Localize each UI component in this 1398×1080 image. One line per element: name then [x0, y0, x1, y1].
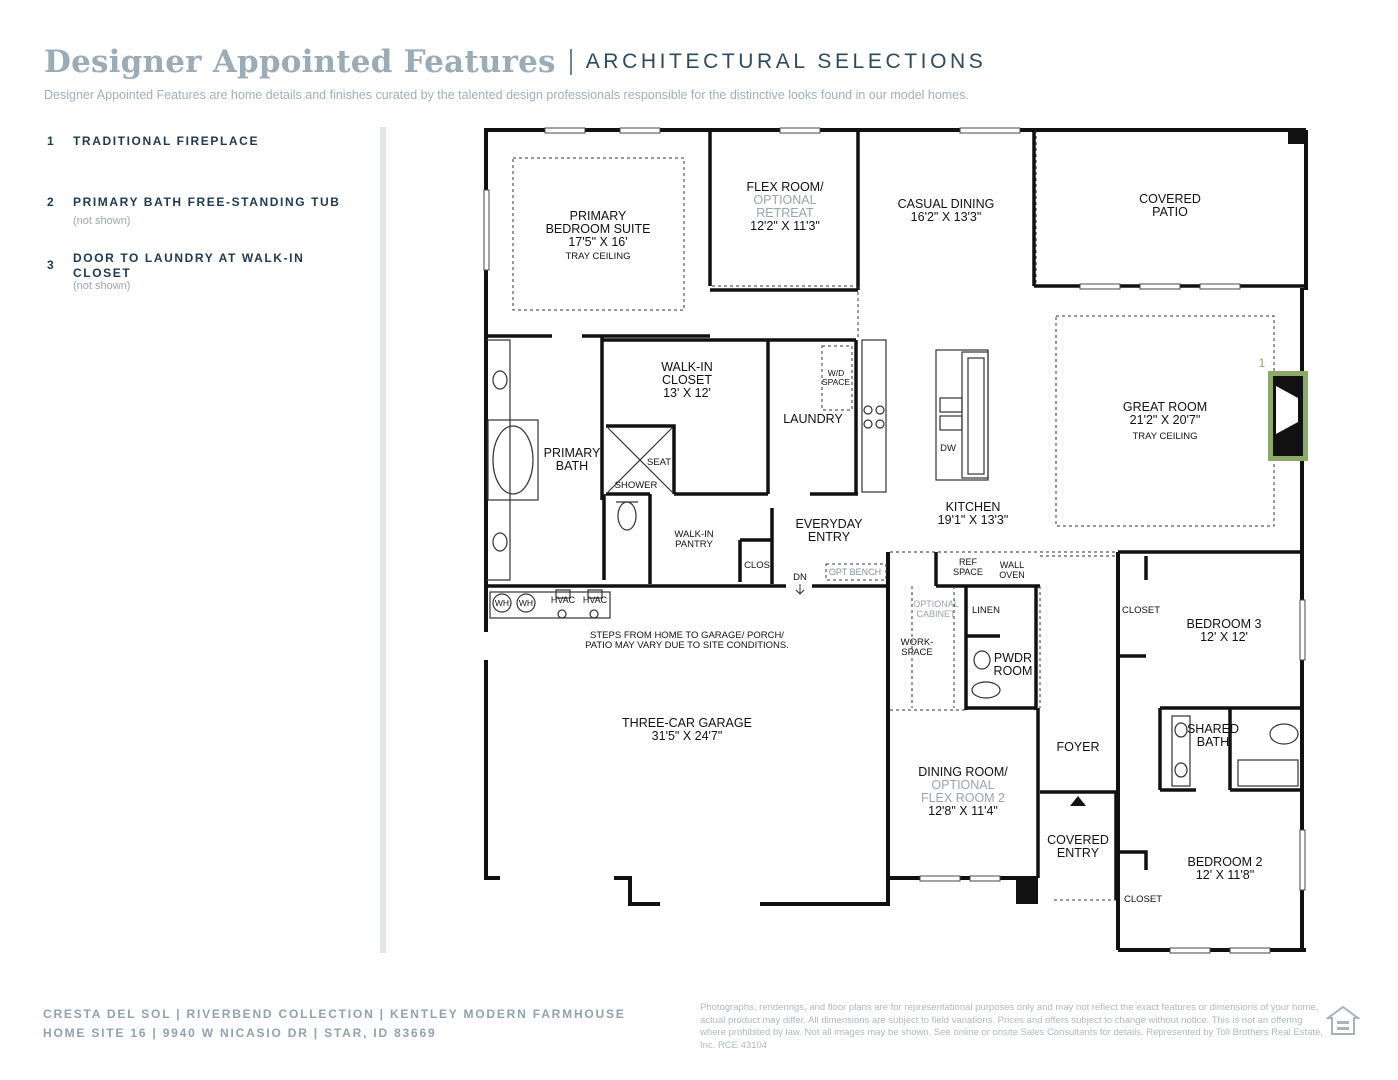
bedroom3-label: BEDROOM 3 — [1186, 617, 1262, 631]
walkin-closet-label: WALK-IN — [661, 360, 713, 374]
covered-patio-label: COVERED — [1139, 192, 1201, 206]
pantry-label: PANTRY — [675, 539, 713, 550]
everyday-entry-label: EVERYDAY — [795, 517, 863, 531]
bedroom2-label: BEDROOM 2 — [1187, 855, 1263, 869]
walkin-closet-dims: 13' X 12' — [663, 386, 711, 400]
covered-entry-label: COVERED — [1047, 833, 1109, 847]
feature-number: 3 — [47, 258, 54, 272]
dishwasher-label: DW — [940, 443, 956, 454]
page-header — [44, 44, 986, 80]
intro-text: Designer Appointed Features are home details and finishes curated by the talented design professionals responsible for the distinctive looks found in our model homes. — [44, 88, 969, 102]
corner-post — [1288, 128, 1306, 144]
equal-housing-icon — [1326, 1004, 1360, 1040]
dn-label: DN — [793, 572, 807, 583]
ref-space-label: REF — [959, 557, 977, 567]
steps-note: PATIO MAY VARY DUE TO SITE CONDITIONS. — [585, 640, 789, 651]
garage-label: THREE-CAR GARAGE — [622, 716, 752, 730]
wd-space-label: W/D — [827, 368, 845, 378]
wd-space-label: SPACE — [821, 377, 851, 387]
address-line: HOME SITE 16 | 9940 W NICASIO DR | STAR, ID 83669 — [43, 1026, 437, 1040]
clos-label: CLOS — [744, 560, 770, 571]
disclaimer-text: Photographs, renderings, and floor plans are for representational purposes only and may not reflect the exact features or dimensions of your home, actual product may differ. All dimensions are subject to field variations. Prices and offers subject to change without notice. This is not an offering where prohibited by law. Not all images may be shown. See online or onsite Sales Consultants for details. Represented by Toll Brothers Real Estate, Inc. RCE 43104 — [700, 1002, 1323, 1051]
primary-bath-label: BATH — [555, 459, 589, 473]
closet-label: CLOSET — [1121, 605, 1161, 616]
feature-note: (not shown) — [73, 215, 131, 227]
pwdr-room-label: PWDR — [993, 651, 1033, 665]
workspace-label: SPACE — [901, 647, 933, 658]
flex-room-label: FLEX ROOM/ — [746, 180, 824, 194]
garage-dims: 31'5" X 24'7" — [651, 729, 723, 743]
wall-oven-label: WALL — [999, 560, 1025, 570]
wall-oven-label: OVEN — [999, 570, 1025, 580]
hvac-label: HVAC — [582, 595, 608, 605]
bedroom3-dims: 12' X 12' — [1200, 630, 1248, 644]
community-info — [43, 1005, 626, 1043]
bedroom2-dims: 12' X 11'8" — [1195, 868, 1255, 882]
pantry-label: WALK-IN — [674, 529, 714, 540]
primary-suite-note: TRAY CEILING — [565, 251, 631, 262]
primary-suite-dims: 17'5" X 16' — [568, 235, 628, 249]
ref-space-label: SPACE — [953, 567, 983, 577]
feature-name: PRIMARY BATH FREE-STANDING TUB — [73, 195, 341, 209]
everyday-entry-label: ENTRY — [807, 530, 851, 544]
kitchen-label: KITCHEN — [945, 500, 1001, 514]
feature-note: (not shown) — [73, 280, 131, 292]
optional-cabinet-label: OPTIONAL — [913, 599, 959, 609]
community-line: CRESTA DEL SOL | RIVERBEND COLLECTION | KENTLEY MODERN FARMHOUSE — [43, 1007, 626, 1021]
dining-room-optional: OPTIONAL — [931, 778, 995, 792]
stair-arrow — [796, 584, 804, 594]
feature-name: TRADITIONAL FIREPLACE — [73, 134, 260, 148]
primary-bath-label: PRIMARY — [543, 446, 601, 460]
feature-marker: 1 — [1258, 356, 1266, 370]
laundry-label: LAUNDRY — [783, 412, 843, 426]
workspace-label: WORK- — [900, 637, 934, 648]
shower-label: SHOWER — [614, 480, 658, 491]
steps-note: STEPS FROM HOME TO GARAGE/ PORCH/ — [590, 630, 784, 641]
seat-label: SEAT — [646, 457, 672, 468]
great-room-label: GREAT ROOM — [1122, 400, 1208, 414]
entry-column — [1016, 876, 1038, 904]
dining-room-label: DINING ROOM/ — [918, 765, 1008, 779]
kitchen-dims: 19'1" X 13'3" — [937, 513, 1009, 527]
primary-suite-label: PRIMARY — [569, 209, 627, 223]
flex-room-optional: RETREAT — [756, 206, 814, 220]
hvac-label: HVAC — [550, 595, 576, 605]
foyer-label: FOYER — [1056, 740, 1100, 754]
title-divider — [570, 49, 572, 75]
vertical-divider — [380, 127, 386, 953]
water-heater-label: WH — [494, 598, 510, 608]
casual-dining-dims: 16'2" X 13'3" — [910, 210, 982, 224]
kitchen-island — [862, 340, 988, 492]
page-title: Designer Appointed Features — [44, 44, 556, 80]
feature-number: 1 — [47, 134, 54, 148]
covered-patio-label: PATIO — [1152, 205, 1188, 219]
page-subtitle: ARCHITECTURAL SELECTIONS — [585, 50, 987, 73]
entry-arrow — [1070, 796, 1086, 806]
shared-bath-label: BATH — [1196, 735, 1230, 749]
closet-label: CLOSET — [1123, 894, 1163, 905]
fireplace — [1268, 371, 1308, 461]
covered-entry-label: ENTRY — [1056, 846, 1100, 860]
flex-room-optional: OPTIONAL — [753, 193, 817, 207]
great-room-dims: 21'2" X 20'7" — [1129, 413, 1201, 427]
casual-dining-label: CASUAL DINING — [897, 197, 995, 211]
linen-label: LINEN — [972, 605, 1000, 616]
water-heater-label: WH — [518, 598, 534, 608]
optional-cabinet-label: CABINET — [916, 609, 956, 619]
opt-bench-label: OPT BENCH — [828, 567, 882, 577]
feature-name: DOOR TO LAUNDRY AT WALK-IN CLOSET — [73, 251, 305, 280]
walkin-closet-label: CLOSET — [661, 373, 713, 387]
feature-number: 2 — [47, 195, 54, 209]
floor-plan — [440, 110, 1320, 970]
great-room-note: TRAY CEILING — [1132, 431, 1198, 442]
dining-room-dims: 12'8" X 11'4" — [928, 804, 998, 818]
shared-bath-label: SHARED — [1186, 722, 1240, 736]
pwdr-room-label: ROOM — [993, 664, 1033, 678]
primary-suite-label: BEDROOM SUITE — [545, 222, 651, 236]
dining-room-optional: FLEX ROOM 2 — [920, 791, 1006, 805]
flex-room-dims: 12'2" X 11'3" — [750, 219, 820, 233]
